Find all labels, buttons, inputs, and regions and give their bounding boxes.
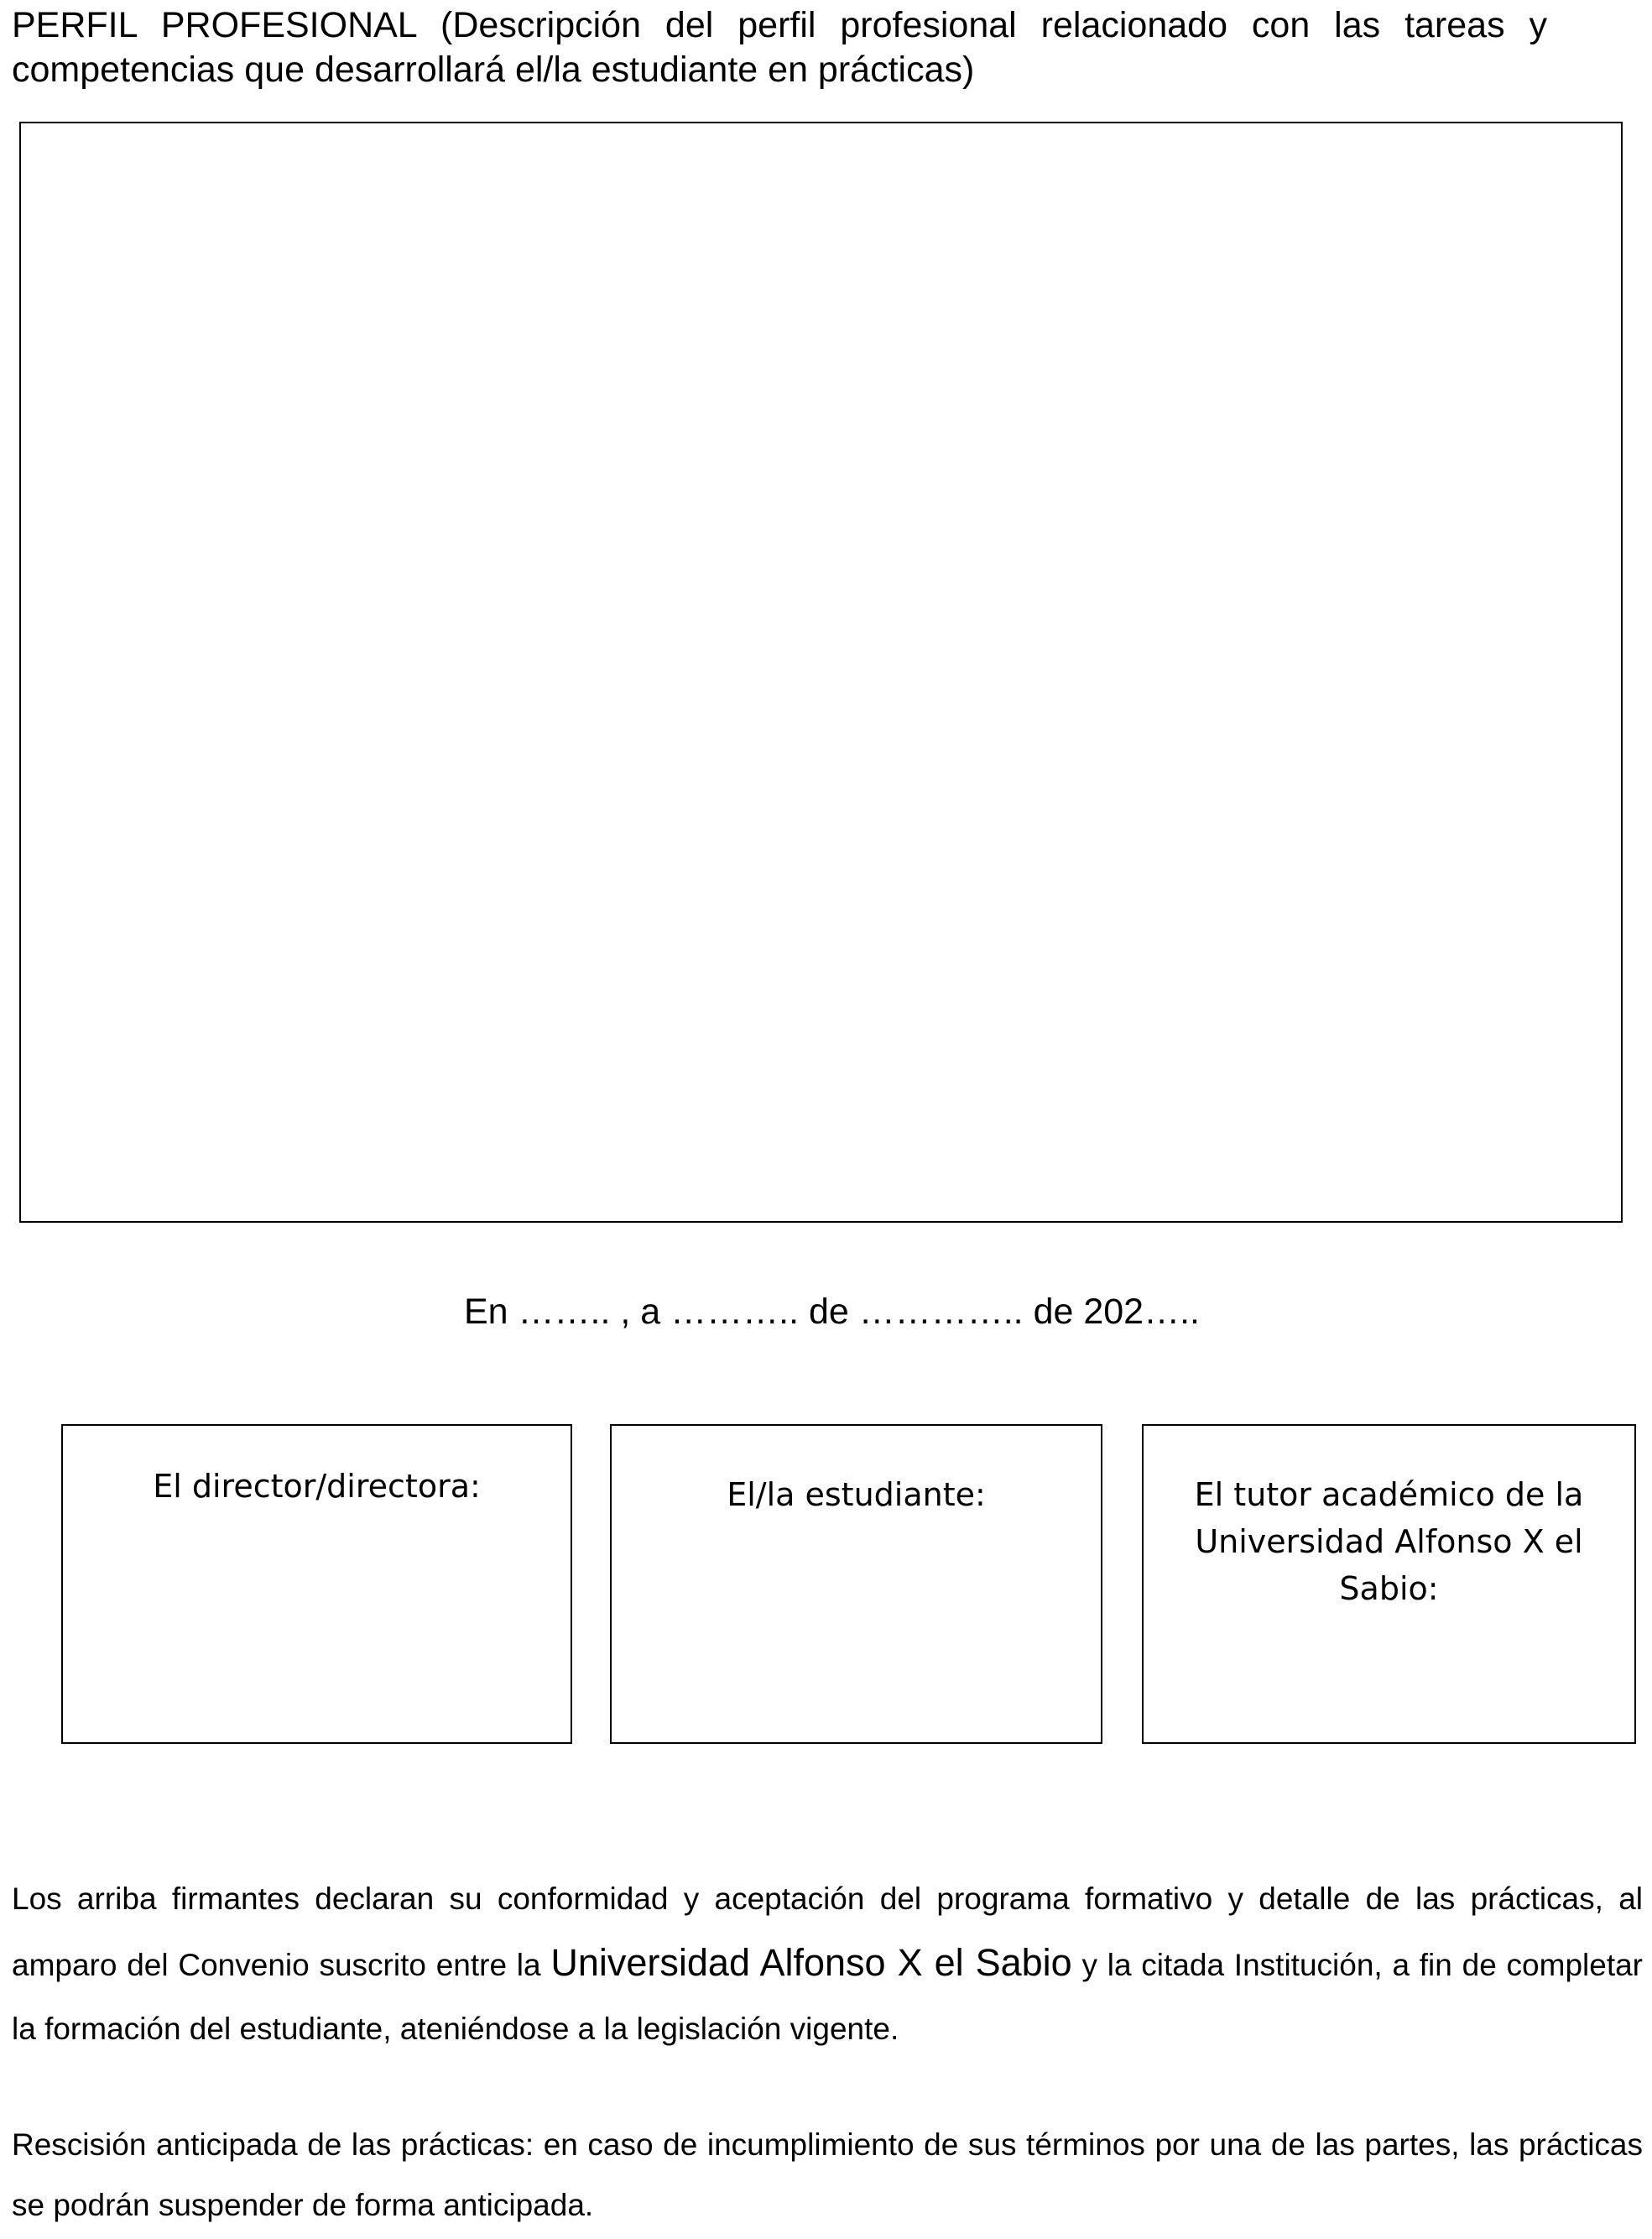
signature-box-tutor[interactable] <box>1142 1424 1636 1744</box>
date-place-line <box>0 1287 1652 1337</box>
signature-label-student: El/la estudiante: <box>727 1476 986 1513</box>
signature-label-director: El director/directora: <box>153 1468 481 1505</box>
signature-box-director[interactable] <box>61 1424 572 1744</box>
profile-description-field[interactable] <box>19 122 1623 1223</box>
declaration-text-start: Los arriba firmantes declaran su conformidad y aceptación del programa formativo y detalle de las prácticas, al amparo del Convenio suscrito entre la <box>12 1881 1643 1982</box>
university-name: Universidad Alfonso X el Sabio <box>550 1941 1072 1984</box>
declaration-text-end: y la citada Institución, a fin de completar la formación del estudiante, ateniéndose a la legislación vigente. <box>12 1948 1644 2046</box>
signature-box-student[interactable] <box>610 1424 1102 1744</box>
signature-label-tutor: El tutor académico de la Universidad Alfonso X el Sabio: <box>1194 1476 1584 1607</box>
date-place-text: En …….. , a ……….. de ………….. de 202….. <box>463 1292 1200 1332</box>
section-heading: PERFIL PROFESIONAL (Descripción del perfil profesional relacionado con las tareas y competencias que desarrollará el/la estudiante en prácticas) <box>12 5 1547 90</box>
declaration-paragraph <box>12 1867 1643 2061</box>
rescission-paragraph: Rescisión anticipada de las prácticas: en caso de incumplimiento de sus términos por una de las partes, las prácticas se podrán suspender de forma anticipada. <box>12 2127 1643 2222</box>
